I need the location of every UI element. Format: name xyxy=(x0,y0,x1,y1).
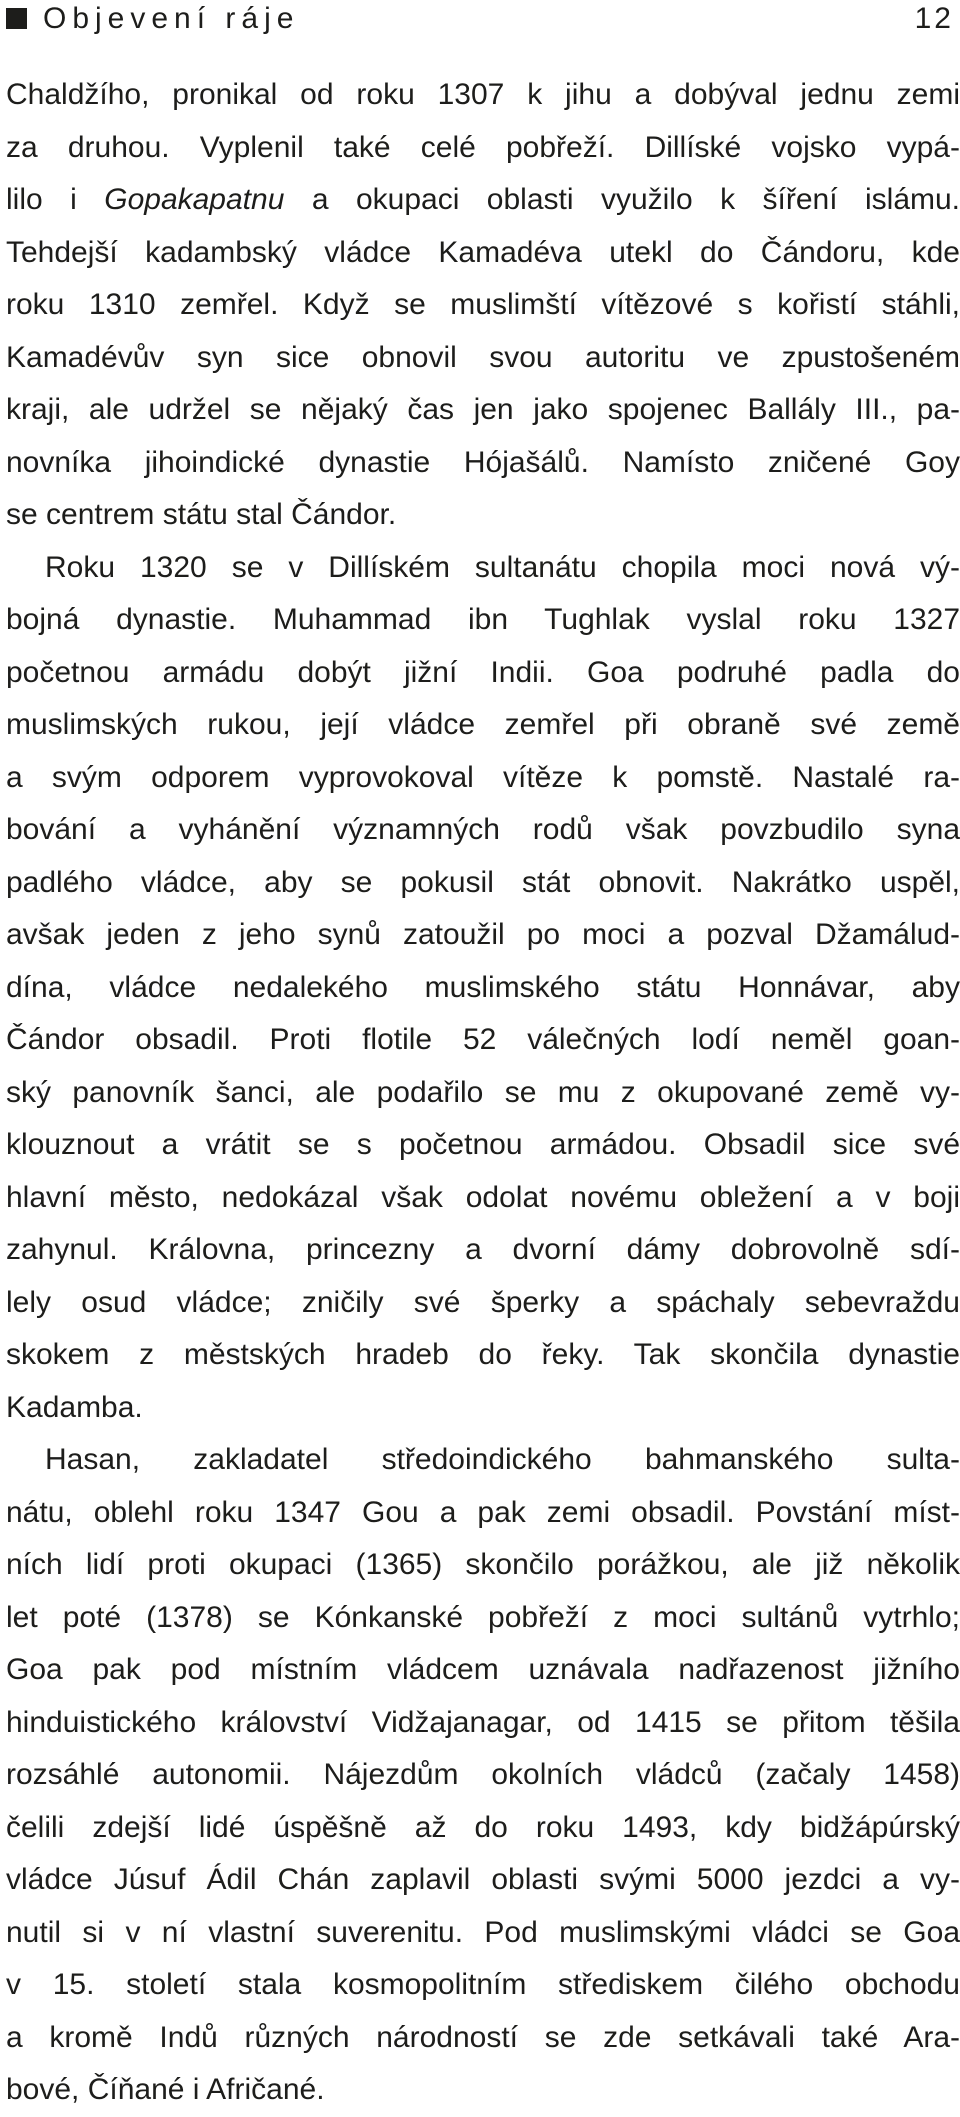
text-line xyxy=(6,1382,960,1435)
text-segment: čelili zdejší lidé úspěšně až do roku 1493, kdy bidžápúrský xyxy=(6,1810,960,1844)
text-segment: novníka jihoindické dynastie Hójašálů. Namísto zničené Goy xyxy=(6,445,960,479)
text-segment: v 15. století stala kosmopolitním střediskem čilého obchodu xyxy=(6,1968,960,2001)
text-segment: nutil si v ní vlastní suverenitu. Pod muslimskými vládci se Goa xyxy=(6,1915,960,1949)
text-segment: ský panovník šanci, ale podařilo se mu z okupované země vy- xyxy=(6,1075,960,1109)
text-segment: bové, Číňané i Afričané. xyxy=(6,2073,325,2106)
text-line xyxy=(6,174,960,227)
text-segment: za druhou. Vyplenil také celé pobřeží. Dillíské vojsko vypá- xyxy=(6,130,960,164)
text-segment: početnou armádu dobýt jižní Indii. Goa podruhé padla do xyxy=(6,655,960,689)
text-segment: avšak jeden z jeho synů zatoužil po moci a pozval Džamálud- xyxy=(6,918,960,951)
text-line xyxy=(6,437,960,490)
square-bullet-icon xyxy=(6,8,27,29)
text-line xyxy=(6,1119,960,1172)
text-line xyxy=(6,594,960,647)
text-line xyxy=(6,857,960,910)
text-segment: ních lidí proti okupaci (1365) skončilo porážkou, ale již několik xyxy=(6,1548,960,1581)
text-line xyxy=(6,2064,960,2117)
text-line xyxy=(6,1224,960,1277)
text-line xyxy=(6,227,960,280)
text-line xyxy=(6,1644,960,1697)
text-segment: muslimských rukou, její vládce zemřel při obraně své země xyxy=(6,708,960,741)
text-line xyxy=(6,962,960,1015)
text-segment: Hasan, zakladatel středoindického bahmanského sulta- xyxy=(45,1443,960,1476)
text-segment: let poté (1378) se Kónkanské pobřeží z moci sultánů vytrhlo; xyxy=(6,1600,960,1634)
text-line xyxy=(6,1749,960,1802)
text-segment: nátu, oblehl roku 1347 Gou a pak zemi obsadil. Povstání míst- xyxy=(6,1495,960,1529)
text-line xyxy=(6,804,960,857)
text-segment: skokem z městských hradeb do řeky. Tak skončila dynastie xyxy=(6,1338,960,1371)
text-segment: roku 1310 zemřel. Když se muslimští vítězové s kořistí stáhli, xyxy=(6,288,960,321)
body-text xyxy=(6,69,960,2117)
text-line xyxy=(6,489,960,542)
text-segment: Chaldžího, pronikal od roku 1307 k jihu a dobýval jednu zemi xyxy=(6,78,960,111)
text-line xyxy=(6,752,960,805)
running-title: Objevení ráje xyxy=(43,2,300,35)
text-segment: Roku 1320 se v Dillíském sultanátu chopila moci nová vý- xyxy=(45,550,960,584)
text-segment: rozsáhlé autonomii. Nájezdům okolních vládců (začaly 1458) xyxy=(6,1758,960,1791)
text-line xyxy=(6,1539,960,1592)
text-line xyxy=(6,384,960,437)
text-line xyxy=(6,1329,960,1382)
text-segment: hinduistického království Vidžajanagar, od 1415 se přitom těšila xyxy=(6,1705,960,1739)
text-segment: kraji, ale udržel se nějaký čas jen jako spojenec Ballály III., pa- xyxy=(6,393,960,426)
text-line xyxy=(6,909,960,962)
page-number: 12 xyxy=(914,2,954,35)
text-line xyxy=(6,1487,960,1540)
text-line xyxy=(6,1067,960,1120)
text-segment: Kamadévův syn sice obnovil svou autoritu ve zpustošeném xyxy=(6,340,960,374)
running-header xyxy=(0,0,960,40)
text-segment: Čándor obsadil. Proti flotile 52 válečných lodí neměl goan- xyxy=(6,1023,960,1056)
text-line xyxy=(6,1592,960,1645)
text-segment: Kadamba. xyxy=(6,1390,143,1424)
text-line xyxy=(6,122,960,175)
text-segment: klouznout a vrátit se s početnou armádou. Obsadil sice své xyxy=(6,1128,960,1161)
text-segment: hlavní město, nedokázal však odolat novému obležení a v boji xyxy=(6,1180,960,1214)
text-line xyxy=(6,1907,960,1960)
text-segment: se centrem státu stal Čándor. xyxy=(6,498,397,531)
text-line xyxy=(6,1697,960,1750)
text-line xyxy=(6,1959,960,2012)
text-segment: lilo i xyxy=(6,183,105,216)
text-line xyxy=(6,699,960,752)
text-line xyxy=(6,542,960,595)
text-segment: zahynul. Královna, princezny a dvorní dámy dobrovolně sdí- xyxy=(6,1233,960,1266)
text-segment: a okupaci oblasti využilo k šíření islámu. xyxy=(284,183,960,216)
text-line xyxy=(6,332,960,385)
text-segment: padlého vládce, aby se pokusil stát obnovit. Nakrátko uspěl, xyxy=(6,865,960,899)
text-segment: lely osud vládce; zničily své šperky a spáchaly sebevraždu xyxy=(6,1285,960,1319)
text-segment: bování a vyhánění významných rodů však povzbudilo syna xyxy=(6,813,960,846)
text-segment: dína, vládce nedalekého muslimského státu Honnávar, aby xyxy=(6,970,960,1004)
text-segment: a kromě Indů různých národností se zde setkávali také Ara- xyxy=(6,2020,960,2054)
text-line xyxy=(6,1172,960,1225)
text-line xyxy=(6,1854,960,1907)
text-line xyxy=(6,647,960,700)
text-line xyxy=(6,279,960,332)
text-line xyxy=(6,1802,960,1855)
text-line xyxy=(6,1277,960,1330)
text-segment: bojná dynastie. Muhammad ibn Tughlak vyslal roku 1327 xyxy=(6,603,960,636)
italic-text: Gopakapatnu xyxy=(104,183,285,216)
text-line xyxy=(6,1434,960,1487)
text-line xyxy=(6,1014,960,1067)
text-segment: vládce Júsuf Ádil Chán zaplavil oblasti svými 5000 jezdci a vy- xyxy=(6,1863,960,1896)
text-line xyxy=(6,69,960,122)
text-segment: a svým odporem vyprovokoval vítěze k pomstě. Nastalé ra- xyxy=(6,760,960,794)
text-line xyxy=(6,2012,960,2065)
text-segment: Goa pak pod místním vládcem uznávala nadřazenost jižního xyxy=(6,1653,960,1686)
text-segment: Tehdejší kadambský vládce Kamadéva utekl do Čándoru, kde xyxy=(6,235,960,269)
